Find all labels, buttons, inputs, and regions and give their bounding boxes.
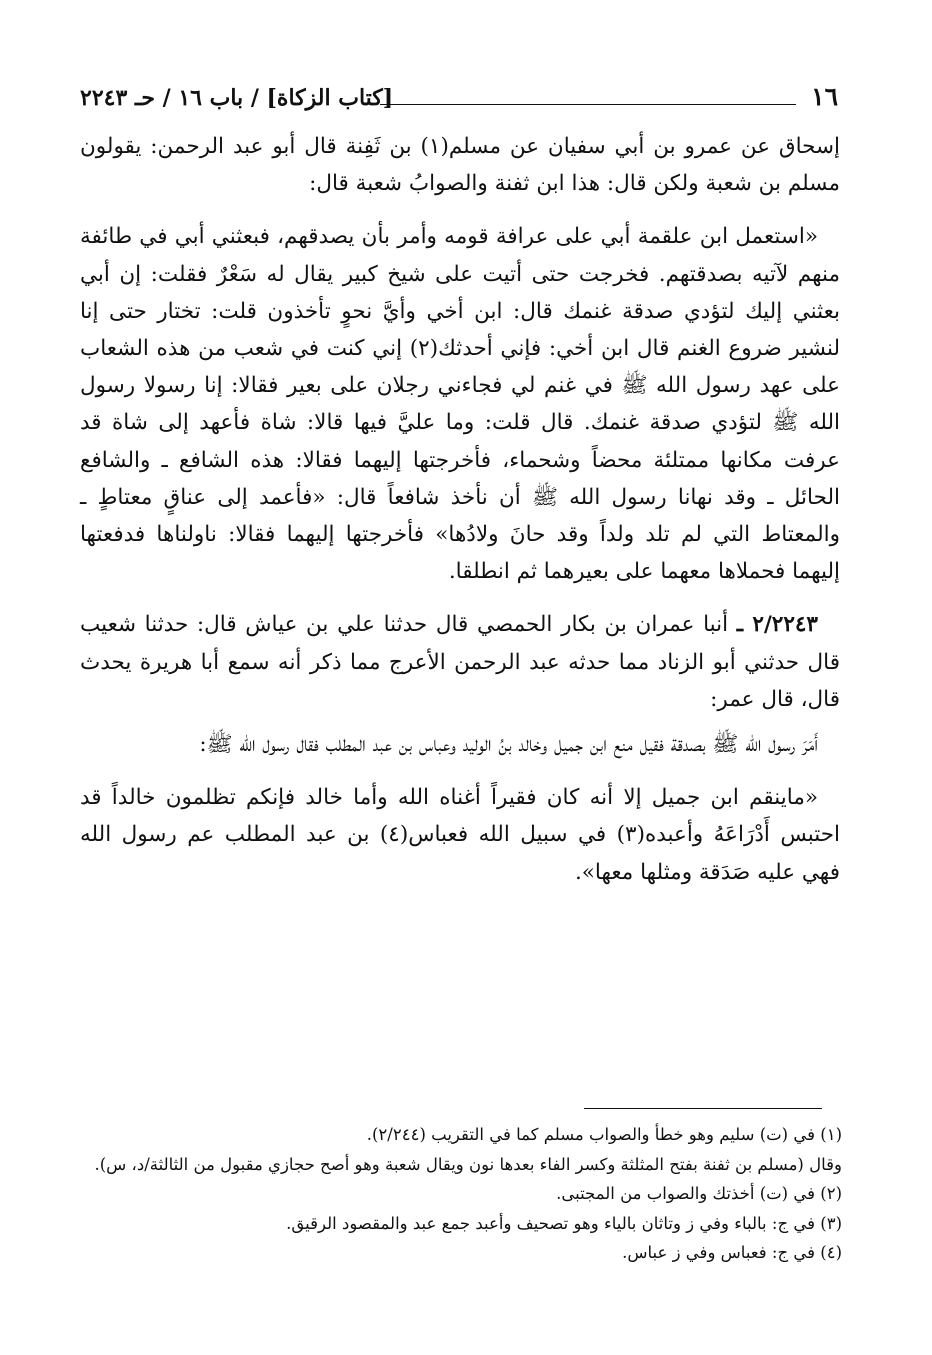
footnotes	[80, 1120, 842, 1268]
paragraph-hadith-2: «ماينقم ابن جميل إلا أنه كان فقيراً أغناه الله وأما خالد فإنكم تظلمون خالداً قد احتبس أَدْرَاعَهُ وأعبده(٣) في سبيل الله فعباس(٤) بن عبد المطلب عم رسول الله فهي عليه صَدَقة ومثلها معها».	[80, 785, 840, 885]
footnote-rule	[584, 1108, 822, 1109]
footnote-2: (٢) في (ت) أخذتك والصواب من المجتبى.	[556, 1184, 842, 1203]
footnote-4: (٤) في ج: فعباس وفي ز عباس.	[622, 1243, 842, 1262]
footnote-3: (٣) في ج: بالباء وفي ز وتاثان بالياء وهو تصحيف وأعبد جمع عبد والمقصود الرقيق.	[286, 1213, 842, 1233]
isnad-2-text: أنبا عمران بن بكار الحمصي قال حدثنا علي بن عياش قال: حدثنا شعيب قال حدثني أبو الزناد مما حدثه عبد الرحمن الأعرج مما ذكر أنه سمع أبا هريرة يحدث قال، قال عمر:	[80, 612, 840, 712]
paragraph-hadith-2-intro: أَمَرَ رسول الله ﷺ بصدقة فقيل منع ابن جميل وخالد بنُ الوليد وعباس بن عبد المطلب فقال رسول الله ﷺ:	[199, 732, 818, 758]
main-text	[80, 128, 840, 891]
paragraph-isnad-2	[80, 606, 840, 718]
page-number: ١٦	[811, 82, 838, 111]
footnote-1: (١) في (ت) سليم وهو خطأ والصواب مسلم كما في التقريب (٢/٢٤٤).	[366, 1125, 842, 1144]
footnote-1-continued: وقال (مسلم بن ثفنة بفتح المثلثة وكسر الفاء بعدها نون ويقال شعبة وهو أصح حجازي مقبول من الثالثة/د، س).	[94, 1154, 842, 1174]
hadith-number: ٢/٢٢٤٣ ـ	[736, 612, 818, 638]
paragraph-hadith-1: «استعمل ابن علقمة أبي على عرافة قومه وأمر بأن يصدقهم، فبعثني أبي في طائفة منهم لآتيه بصدقتهم. فخرجت حتى أتيت على شيخ كبير يقال له سَعْرٌ فقلت: إن أبي بعثني إليك لتؤدي صدقة غنمك قال: ابن أخي وأيَّ نحوٍ تأخذون قلت: تختار حتى إنا لنشير ضروع الغنم قال ابن أخي: فإني أحدثك(٢) إني كنت في شعب من هذه الشعاب على عهد رسول الله ﷺ في غنم لي فجاءني رجلان على بعير فقالا: إنا رسولا رسول الله ﷺ لتؤدي صدقة غنمك. قال قلت: وما عليَّ فيها قالا: شاة فأعهد إلى شاة قد عرفت مكانها ممتلئة محضاً وشحماء، فأخرجتها إليهما فقالا: هذه الشافع ـ والشافع الحائل ـ وقد نهانا رسول الله ﷺ أن نأخذ شافعاً قال: «فأعمد إلى عناقٍ معتاطٍ ـ والمعتاط التي لم تلد ولداً وقد حانَ ولادُها» فأخرجتها إليهما فقالا: ناولناها فدفعتها إليهما فحملاها معهما على بعيرهما ثم انطلقا.	[80, 224, 840, 585]
running-title: [كتاب الزكاة] / باب ١٦ / حـ ٢٢٤٣	[80, 85, 394, 111]
running-header	[80, 82, 838, 116]
paragraph-isnad-1: إسحاق عن عمرو بن أبي سفيان عن مسلم(١) بن ثَفِنة قال أبو عبد الرحمن: يقولون مسلم بن شعبة ولكن قال: هذا ابن ثفنة والصوابُ شعبة قال:	[80, 134, 840, 197]
header-rule	[380, 104, 796, 105]
